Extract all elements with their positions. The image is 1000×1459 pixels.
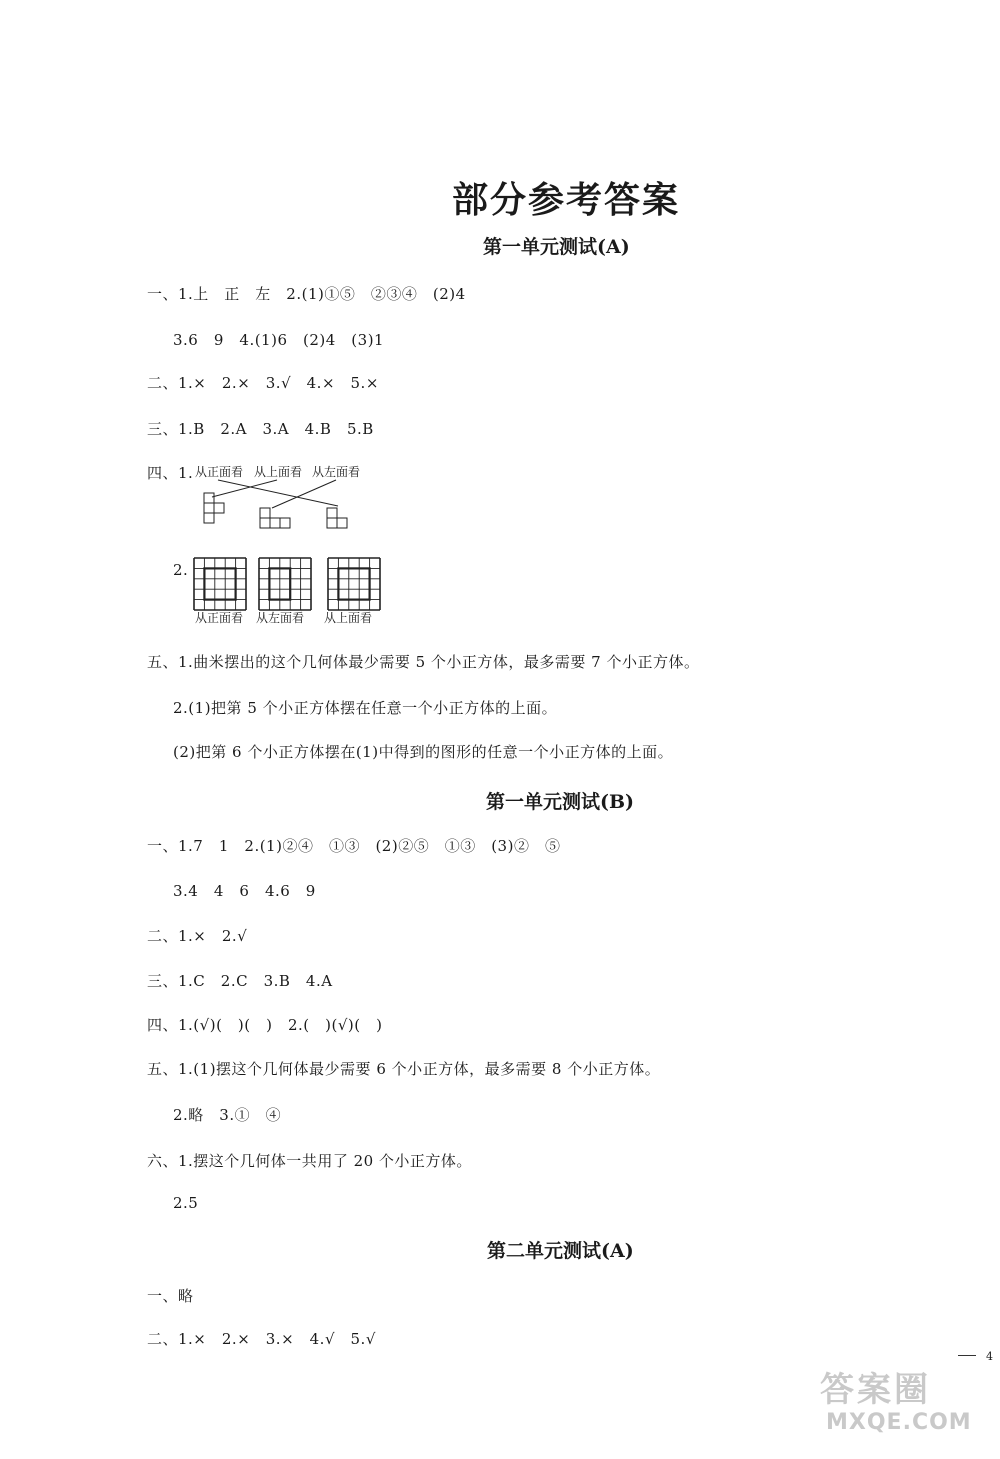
answer-line: (2)把第 6 个小正方体摆在(1)中得到的图形的任意一个小正方体的上面。: [173, 743, 674, 761]
figure-view-label: 从左面看: [312, 465, 361, 479]
watermark-url: MXQE.COM: [826, 1410, 972, 1435]
section-heading-unit1-b: 第一单元测试(B): [486, 791, 635, 813]
answer-line: 四、1.(√)( )( ) 2.( )(√)( ): [147, 1016, 383, 1034]
page-title: 部分参考答案: [452, 179, 681, 221]
grid-view-label: 从正面看: [195, 611, 244, 625]
grid-view-label: 从上面看: [324, 611, 373, 625]
answer-line: 3.6 9 4.(1)6 (2)4 (3)1: [173, 331, 385, 349]
section-heading-unit2-a: 第二单元测试(A): [487, 1240, 634, 1262]
watermark-logo: 答案圈: [820, 1370, 931, 1410]
section-heading-unit1-a: 第一单元测试(A): [483, 236, 630, 258]
view-grid: [328, 558, 380, 610]
figure-view-label: 从上面看: [254, 465, 303, 479]
answer-line: 一、略: [147, 1287, 194, 1305]
answer-line: 五、1.(1)摆这个几何体最少需要 6 个小正方体，最多需要 8 个小正方体。: [147, 1060, 661, 1078]
answer-line: 2.(1)把第 5 个小正方体摆在任意一个小正方体的上面。: [173, 699, 558, 717]
view-grid: [259, 558, 311, 610]
answer-line: 3.4 4 6 4.6 9: [173, 882, 316, 900]
view-grid: [194, 558, 246, 610]
answer-line: 四、1.: [147, 464, 194, 482]
grid-shape-outline: [338, 568, 369, 599]
answer-line: 二、1.× 2.√: [147, 927, 248, 945]
answer-line: 二、1.× 2.× 3.× 4.√ 5.√: [147, 1330, 376, 1348]
page-number-rule: [958, 1355, 976, 1356]
answer-line: 三、1.B 2.A 3.A 4.B 5.B: [147, 420, 374, 438]
answer-line: 2.: [173, 561, 189, 579]
answer-line: 五、1.曲米摆出的这个几何体最少需要 5 个小正方体，最多需要 7 个小正方体。: [147, 653, 700, 671]
answer-line: 六、1.摆这个几何体一共用了 20 个小正方体。: [147, 1152, 472, 1170]
grid-shape-outline: [204, 568, 235, 599]
page-number: 4: [986, 1350, 993, 1363]
answer-line: 一、1.上 正 左 2.(1)①⑤ ②③④ (2)4: [147, 285, 466, 303]
figure-view-label: 从正面看: [195, 465, 244, 479]
answer-line: 二、1.× 2.× 3.√ 4.× 5.×: [147, 374, 379, 392]
answer-line: 2.略 3.① ④: [173, 1106, 282, 1124]
answer-line: 2.5: [173, 1194, 199, 1212]
grid-view-label: 从左面看: [256, 611, 305, 625]
answer-line: 三、1.C 2.C 3.B 4.A: [147, 972, 333, 990]
answer-line: 一、1.7 1 2.(1)②④ ①③ (2)②⑤ ①③ (3)② ⑤: [147, 837, 561, 855]
